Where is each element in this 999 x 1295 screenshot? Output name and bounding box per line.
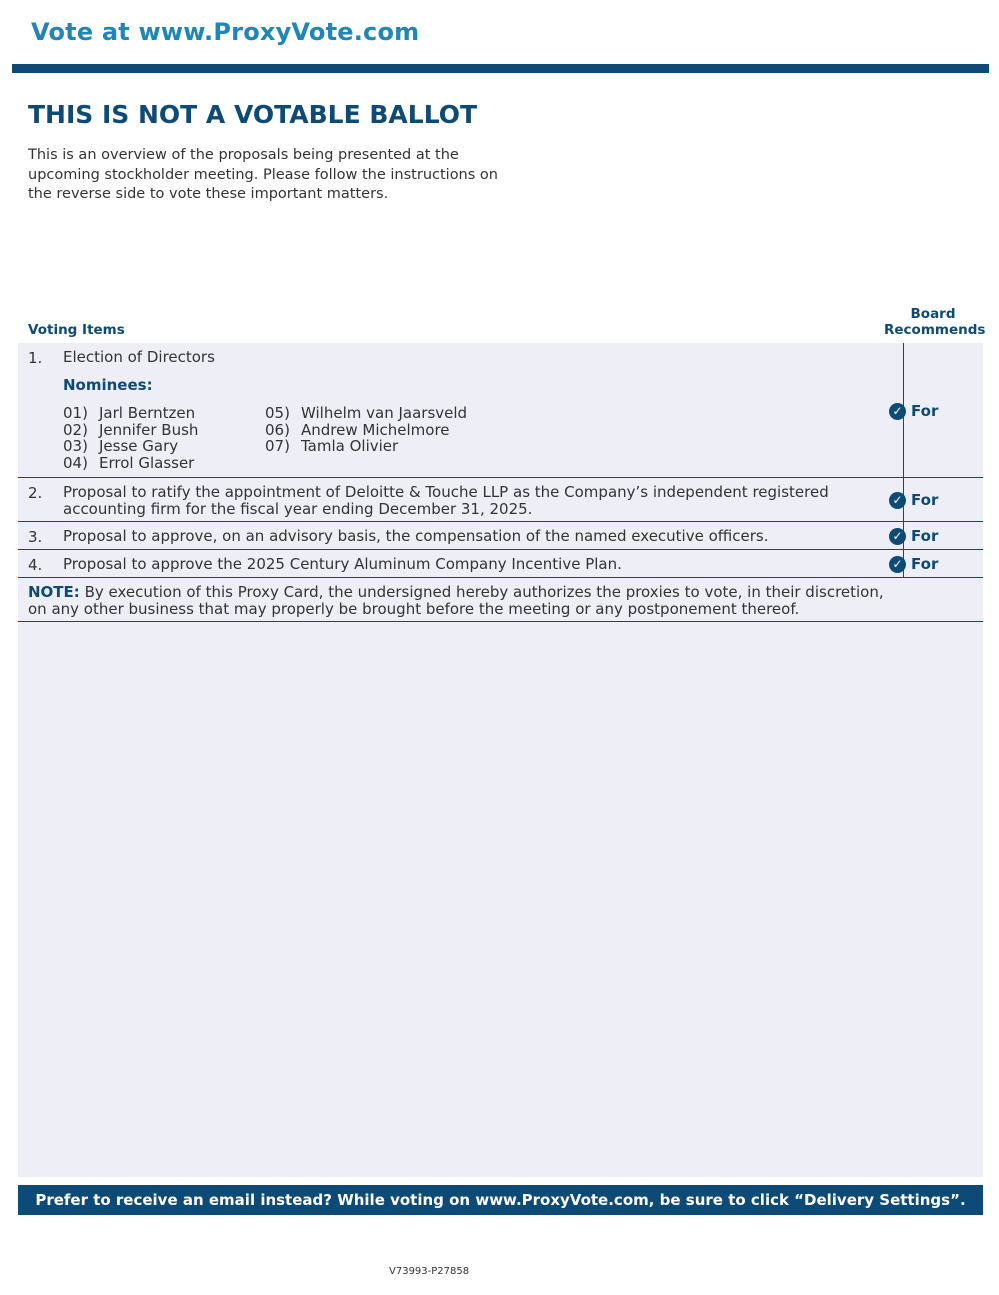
board-header-line1: Board (910, 306, 956, 322)
board-recommendation (889, 402, 938, 420)
board-recommendation (889, 555, 938, 573)
board-header-line2: Recommends (884, 321, 986, 338)
checkmark-icon: ✓ (889, 528, 906, 545)
recommendation-value: For (911, 402, 939, 420)
voting-item-1 (18, 343, 983, 478)
item-number: 4. (28, 556, 43, 574)
note-label: NOTE: (28, 583, 80, 601)
item-number: 2. (28, 484, 43, 502)
item-number: 1. (28, 349, 43, 367)
document-code: V73993-P27858 (389, 1266, 470, 1277)
voting-item-4 (18, 550, 983, 578)
board-recommendation (889, 527, 938, 545)
nominee: 07) Tamla Olivier (265, 437, 399, 455)
item-text: Proposal to approve, on an advisory basis, the compensation of the named executive officers. (63, 527, 769, 545)
page-title: THIS IS NOT A VOTABLE BALLOT (28, 100, 478, 129)
board-recommendation (889, 491, 938, 509)
recommendation-value: For (911, 555, 939, 573)
note-body: By execution of this Proxy Card, the undersigned hereby authorizes the proxies to vote, in their discretion, on any other business that may properly be brought before the meeting or any postponement thereof. (28, 583, 884, 618)
nominee: 02) Jennifer Bush (63, 421, 199, 439)
email-delivery-banner: Prefer to receive an email instead? While voting on www.ProxyVote.com, be sure to click “Delivery Settings”. (18, 1185, 983, 1215)
item-text: Proposal to approve the 2025 Century Aluminum Company Incentive Plan. (63, 555, 622, 573)
voting-item-3 (18, 522, 983, 550)
recommendation-value: For (911, 491, 939, 509)
note-row (18, 578, 983, 622)
nominees-label: Nominees: (63, 376, 153, 394)
item-text: Election of Directors (63, 348, 215, 366)
intro-text: This is an overview of the proposals being presented at the upcoming stockholder meeting. Please follow the instructions on the reverse side to vote these important matters. (28, 147, 498, 202)
item-text: Proposal to ratify the appointment of Deloitte & Touche LLP as the Company’s independent registered accounting firm for the fiscal year ending December 31, 2025. (63, 483, 829, 518)
nominee: 04) Errol Glasser (63, 454, 195, 472)
item-number: 3. (28, 528, 43, 546)
nominee: 06) Andrew Michelmore (265, 421, 450, 439)
note-text (28, 584, 898, 617)
voting-items-header: Voting Items (28, 322, 125, 338)
header-title[interactable]: Vote at www.ProxyVote.com (31, 18, 420, 46)
checkmark-icon: ✓ (889, 492, 906, 509)
checkmark-icon: ✓ (889, 403, 906, 420)
nominee: 05) Wilhelm van Jaarsveld (265, 404, 468, 422)
checkmark-icon: ✓ (889, 556, 906, 573)
voting-item-2 (18, 478, 983, 522)
nominee: 01) Jarl Berntzen (63, 404, 196, 422)
recommendation-value: For (911, 527, 939, 545)
header-rule (12, 64, 989, 73)
board-recommends-header (884, 306, 986, 338)
nominee: 03) Jesse Gary (63, 437, 179, 455)
